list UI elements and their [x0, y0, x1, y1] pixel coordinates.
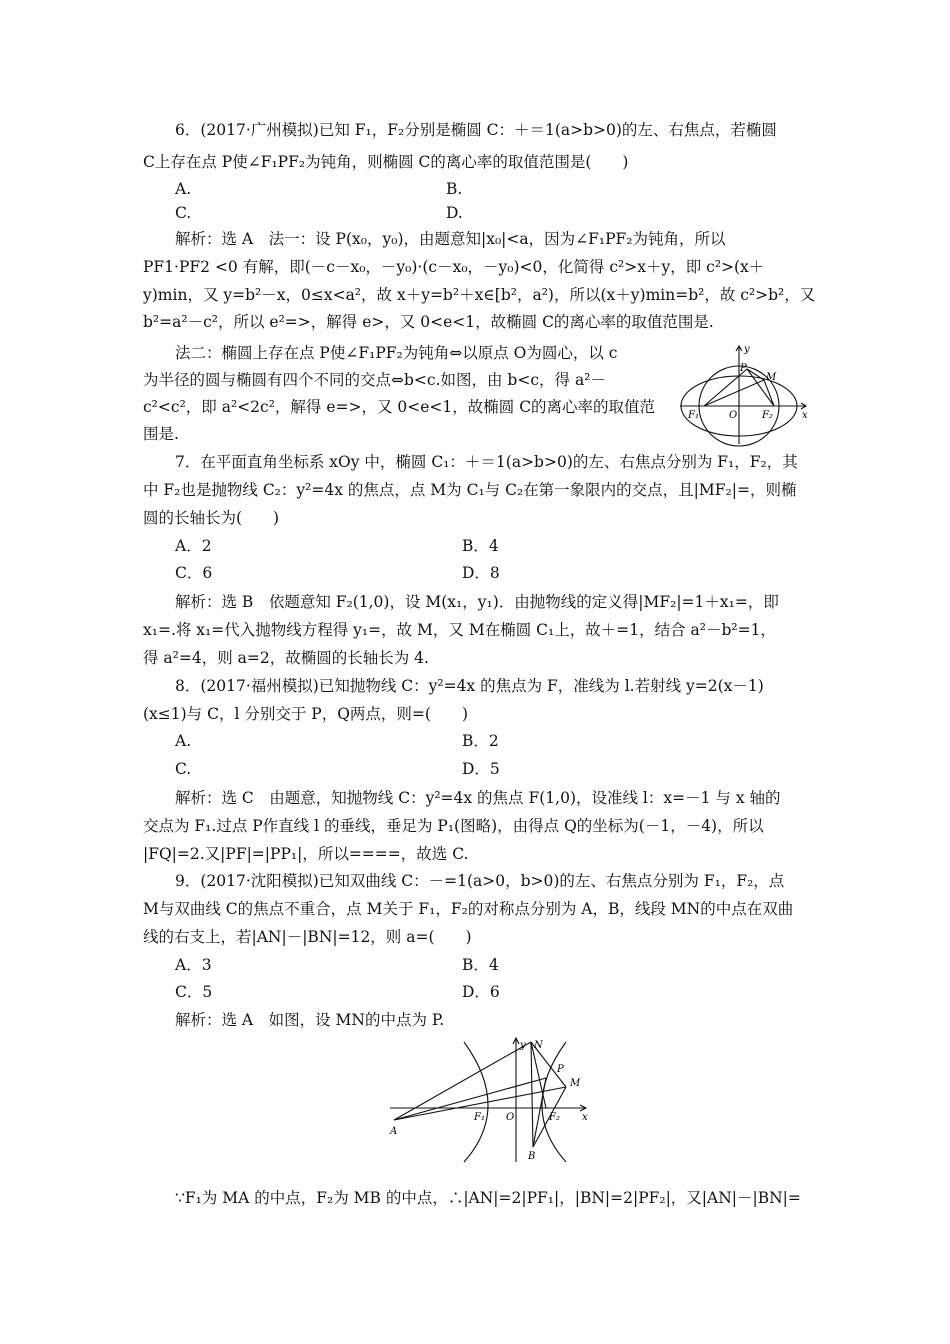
- q7-option-b: B．4: [462, 537, 499, 555]
- fig1-label-o: O: [729, 410, 738, 421]
- q6-stem-line-2: C上存在点 P使∠F₁PF₂为钝角，则椭圆 C的离心率的取值范围是( ): [143, 153, 629, 171]
- q7-option-c: C．6: [175, 564, 213, 582]
- q6-solution-line-2: PF1·PF2 <0 有解，即(－c－x₀，－y₀)·(c－x₀，－y₀)<0，化简得 c²>x＋y，即 c²>(x＋: [143, 258, 765, 276]
- q8-option-c: C.: [175, 760, 192, 778]
- fig1-label-f2: F₂: [762, 410, 773, 421]
- fig2-label-p: P: [557, 1064, 564, 1075]
- q7-option-d: D．8: [462, 564, 500, 582]
- q7-stem-line-2: 中 F₂也是抛物线 C₂：y²=4x 的焦点，点 M为 C₁与 C₂在第一象限内的交点，且|MF₂|=，则椭: [143, 481, 797, 499]
- q8-stem-line-1: 8．(2017·福州模拟)已知抛物线 C：y²=4x 的焦点为 F，准线为 l.若射线 y=2(x－1): [175, 677, 764, 695]
- q9-option-a: A．3: [175, 956, 212, 974]
- q9-stem-line-1: 9．(2017·沈阳模拟)已知双曲线 C：－=1(a>0，b>0)的左、右焦点分别为 F₁，F₂，点: [175, 872, 785, 890]
- q6-option-b: B.: [446, 180, 463, 198]
- ellipse-circle-figure: [676, 340, 810, 450]
- q6-method2-line-4: 围是.: [143, 425, 179, 443]
- q8-option-a: A.: [175, 732, 192, 750]
- q8-option-b: B．2: [462, 732, 499, 750]
- fig2-label-f1: F₁: [474, 1112, 485, 1123]
- q7-solution-line-3: 得 a²=4，则 a=2，故椭圆的长轴长为 4.: [143, 649, 429, 667]
- fig1-label-x: x: [802, 410, 808, 421]
- q8-solution-line-3: |FQ|=2.又|PF|=|PP₁|，所以====，故选 C.: [143, 845, 469, 863]
- fig2-label-x: x: [582, 1112, 588, 1123]
- fig1-label-m: M: [766, 372, 777, 383]
- q6-solution-line-4: b²=a²－c²，所以 e²=>，解得 e>，又 0<e<1，故椭圆 C的离心率的取值范围是.: [143, 313, 714, 331]
- q8-solution-line-1: 解析：选 C 由题意，知抛物线 C：y²=4x 的焦点 F(1,0)，设准线 l：x=－1 与 x 轴的: [175, 789, 781, 807]
- q6-solution-line-1: 解析：选 A 法一：设 P(x₀，y₀)，由题意知|x₀|<a，因为∠F₁PF₂为钝角，所以: [175, 230, 726, 248]
- fig2-label-b: B: [528, 1151, 536, 1162]
- fig1-label-p: P: [740, 363, 747, 374]
- fig1-label-f1: F₁: [688, 410, 699, 421]
- q8-solution-line-2: 交点为 F₁.过点 P作直线 l 的垂线，垂足为 P₁(图略)，由得点 Q的坐标为(－1，－4)，所以: [143, 817, 764, 835]
- q9-stem-line-2: M与双曲线 C的焦点不重合，点 M关于 F₁，F₂的对称点分别为 A，B，线段 MN的中点在双曲: [143, 900, 794, 918]
- q6-method2-line-2: 为半径的圆与椭圆有四个不同的交点⇔b<c.如图，由 b<c，得 a²－: [143, 371, 606, 389]
- q6-stem-line-1: 6．(2017·广州模拟)已知 F₁，F₂分别是椭圆 C：＋＝1(a>b>0)的左、右焦点，若椭圆: [175, 121, 777, 139]
- q9-solution-line-2: ∵F₁为 MA 的中点，F₂为 MB 的中点，∴|AN|=2|PF₁|，|BN|=2|PF₂|，又|AN|－|BN|=: [175, 1189, 801, 1207]
- q6-solution-line-3: y)min，又 y=b²－x，0≤x<a²，故 x＋y=b²＋x∈[b²，a²)，所以(x＋y)min=b²，故 c²>b²，又: [143, 286, 816, 304]
- q7-stem-line-1: 7．在平面直角坐标系 xOy 中，椭圆 C₁：＋＝1(a>b>0)的左、右焦点分别为 F₁，F₂，其: [175, 453, 798, 471]
- fig2-label-n: N: [534, 1040, 543, 1051]
- q7-solution-line-1: 解析：选 B 依题意知 F₂(1,0)，设 M(x₁，y₁)．由抛物线的定义得|MF₂|=1＋x₁=，即: [175, 593, 779, 611]
- fig2-label-o: O: [506, 1112, 515, 1123]
- q9-option-c: C．5: [175, 983, 213, 1001]
- q8-stem-line-2: (x≤1)与 C，l 分别交于 P，Q两点，则=( ): [143, 705, 469, 723]
- q9-option-d: D．6: [462, 983, 500, 1001]
- q6-option-c: C.: [175, 204, 192, 222]
- fig2-label-m: M: [570, 1078, 581, 1089]
- q7-solution-line-2: x₁=.将 x₁=代入抛物线方程得 y₁=，故 M，又 M在椭圆 C₁上，故＋=1，结合 a²－b²=1，: [143, 621, 776, 639]
- q9-solution-line-1: 解析：选 A 如图，设 MN的中点为 P.: [175, 1011, 445, 1029]
- q8-option-d: D．5: [462, 760, 500, 778]
- q6-method2-line-3: c²<c²，即 a²<2c²，解得 e=>，又 0<e<1，故椭圆 C的离心率的取值范: [143, 398, 656, 416]
- q7-option-a: A．2: [175, 537, 212, 555]
- q6-option-a: A.: [175, 180, 192, 198]
- q6-method2-line-1: 法二：椭圆上存在点 P使∠F₁PF₂为钝角⇔以原点 O为圆心，以 c: [175, 344, 618, 362]
- fig1-label-y: y: [744, 344, 750, 355]
- q7-stem-line-3: 圆的长轴长为( ): [143, 509, 280, 527]
- q9-option-b: B．4: [462, 956, 499, 974]
- hyperbola-figure: [386, 1034, 592, 1164]
- q6-option-d: D.: [446, 204, 463, 222]
- fig2-label-a: A: [390, 1126, 398, 1137]
- q9-stem-line-3: 线的右支上，若|AN|－|BN|=12，则 a=( ): [143, 928, 472, 946]
- fig2-label-f2: F₂: [549, 1112, 560, 1123]
- fig2-label-y: y: [520, 1040, 526, 1051]
